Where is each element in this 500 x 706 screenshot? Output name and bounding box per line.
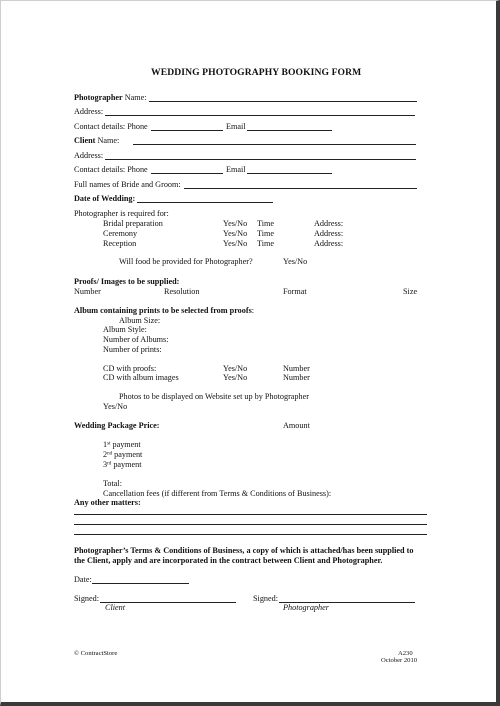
required-time-ceremony: Time [257, 229, 274, 238]
required-address-reception: Address: [314, 239, 344, 248]
cd-proofs-yes-no[interactable]: Yes/No [223, 364, 248, 373]
website-label: Photos to be displayed on Website set up by Photographer [119, 392, 309, 401]
client-name-field[interactable] [133, 144, 416, 145]
cd-proofs-number: Number [283, 364, 310, 373]
required-yesno-reception[interactable]: Yes/No [223, 239, 248, 248]
client-signed-label: Signed: [74, 594, 100, 603]
other-matters-label: Any other matters: [74, 498, 141, 507]
cancellation-label: Cancellation fees (if different from Terms & Conditions of Business): [103, 489, 332, 498]
cd-album-yes-no[interactable]: Yes/No [223, 373, 248, 382]
footer-date: October 2010 [381, 657, 418, 664]
price-amount-label: Amount [283, 421, 310, 430]
photographer-address-label: Address: [74, 107, 104, 116]
photographer-caption: Photographer [283, 603, 329, 612]
album-size-label: Album Size: [119, 316, 161, 325]
photographer-email-label: Email [226, 122, 246, 131]
required-event-reception: Reception [103, 239, 137, 248]
photographer-name-field[interactable] [149, 101, 417, 102]
photographer-address-field[interactable] [105, 115, 415, 116]
required-address-ceremony: Address: [314, 229, 344, 238]
other-matters-line-2[interactable] [74, 524, 427, 525]
required-intro: Photographer is required for: [74, 209, 169, 218]
client-email-label: Email [226, 165, 246, 174]
other-matters-line-1[interactable] [74, 514, 427, 515]
cd-album-label: CD with album images [103, 373, 179, 382]
payment-2-label: 2nd payment [103, 450, 143, 459]
terms-line-2: the Client, apply and are incorporated in the contract between Client and Photographer. [74, 556, 383, 565]
album-prints-label: Number of prints: [103, 345, 162, 354]
signing-date-field[interactable] [92, 583, 189, 584]
payment-3-label: 3rd payment [103, 460, 142, 469]
footer-code: A230 [398, 650, 413, 657]
food-yes-no[interactable]: Yes/No [283, 257, 308, 266]
signing-date-label: Date: [74, 575, 92, 584]
client-address-label: Address: [74, 151, 104, 160]
album-style-label: Album Style: [103, 325, 147, 334]
terms-line-1: Photographer’s Terms & Conditions of Business, a copy of which is attached/has been supplied to [74, 546, 414, 555]
album-count-label: Number of Albums: [103, 335, 169, 344]
proofs-heading: Proofs/ Images to be supplied: [74, 277, 180, 286]
required-event-bridal: Bridal preparation [103, 219, 163, 228]
proofs-col-resolution: Resolution [164, 287, 200, 296]
price-heading: Wedding Package Price: [74, 421, 160, 430]
payment-1-label: 1st payment [103, 440, 141, 449]
client-address-field[interactable] [105, 159, 416, 160]
required-event-ceremony: Ceremony [103, 229, 138, 238]
client-email-field[interactable] [247, 173, 332, 174]
required-time-reception: Time [257, 239, 274, 248]
required-time-bridal: Time [257, 219, 274, 228]
photographer-email-field[interactable] [247, 130, 332, 131]
proofs-col-size: Size [403, 287, 418, 296]
cd-proofs-label: CD with proofs: [103, 364, 157, 373]
photographer-signed-label: Signed: [253, 594, 279, 603]
bride-groom-label: Full names of Bride and Groom: [74, 180, 181, 189]
client-name-label: Client Name: [74, 136, 120, 145]
required-yesno-bridal[interactable]: Yes/No [223, 219, 248, 228]
photographer-name-label: Photographer Name: [74, 93, 147, 102]
wedding-date-label: Date of Wedding: [74, 194, 136, 203]
proofs-col-format: Format [283, 287, 307, 296]
wedding-date-field[interactable] [137, 202, 273, 203]
required-address-bridal: Address: [314, 219, 344, 228]
photographer-phone-field[interactable] [151, 130, 223, 131]
food-question: Will food be provided for Photographer? [119, 257, 253, 266]
required-yesno-ceremony[interactable]: Yes/No [223, 229, 248, 238]
photographer-phone-label: Contact details: Phone [74, 122, 148, 131]
client-phone-field[interactable] [151, 173, 223, 174]
cd-album-number: Number [283, 373, 310, 382]
form-title: WEDDING PHOTOGRAPHY BOOKING FORM [151, 67, 362, 78]
website-yes-no[interactable]: Yes/No [103, 402, 128, 411]
proofs-col-number: Number [74, 287, 101, 296]
album-heading: Album containing prints to be selected from proofs: [74, 306, 255, 315]
other-matters-line-3[interactable] [74, 534, 427, 535]
client-caption: Client [105, 603, 126, 612]
total-label: Total: [103, 479, 122, 488]
footer-copyright: © ContractStore [74, 650, 118, 657]
client-phone-label: Contact details: Phone [74, 165, 148, 174]
bride-groom-field[interactable] [184, 188, 417, 189]
